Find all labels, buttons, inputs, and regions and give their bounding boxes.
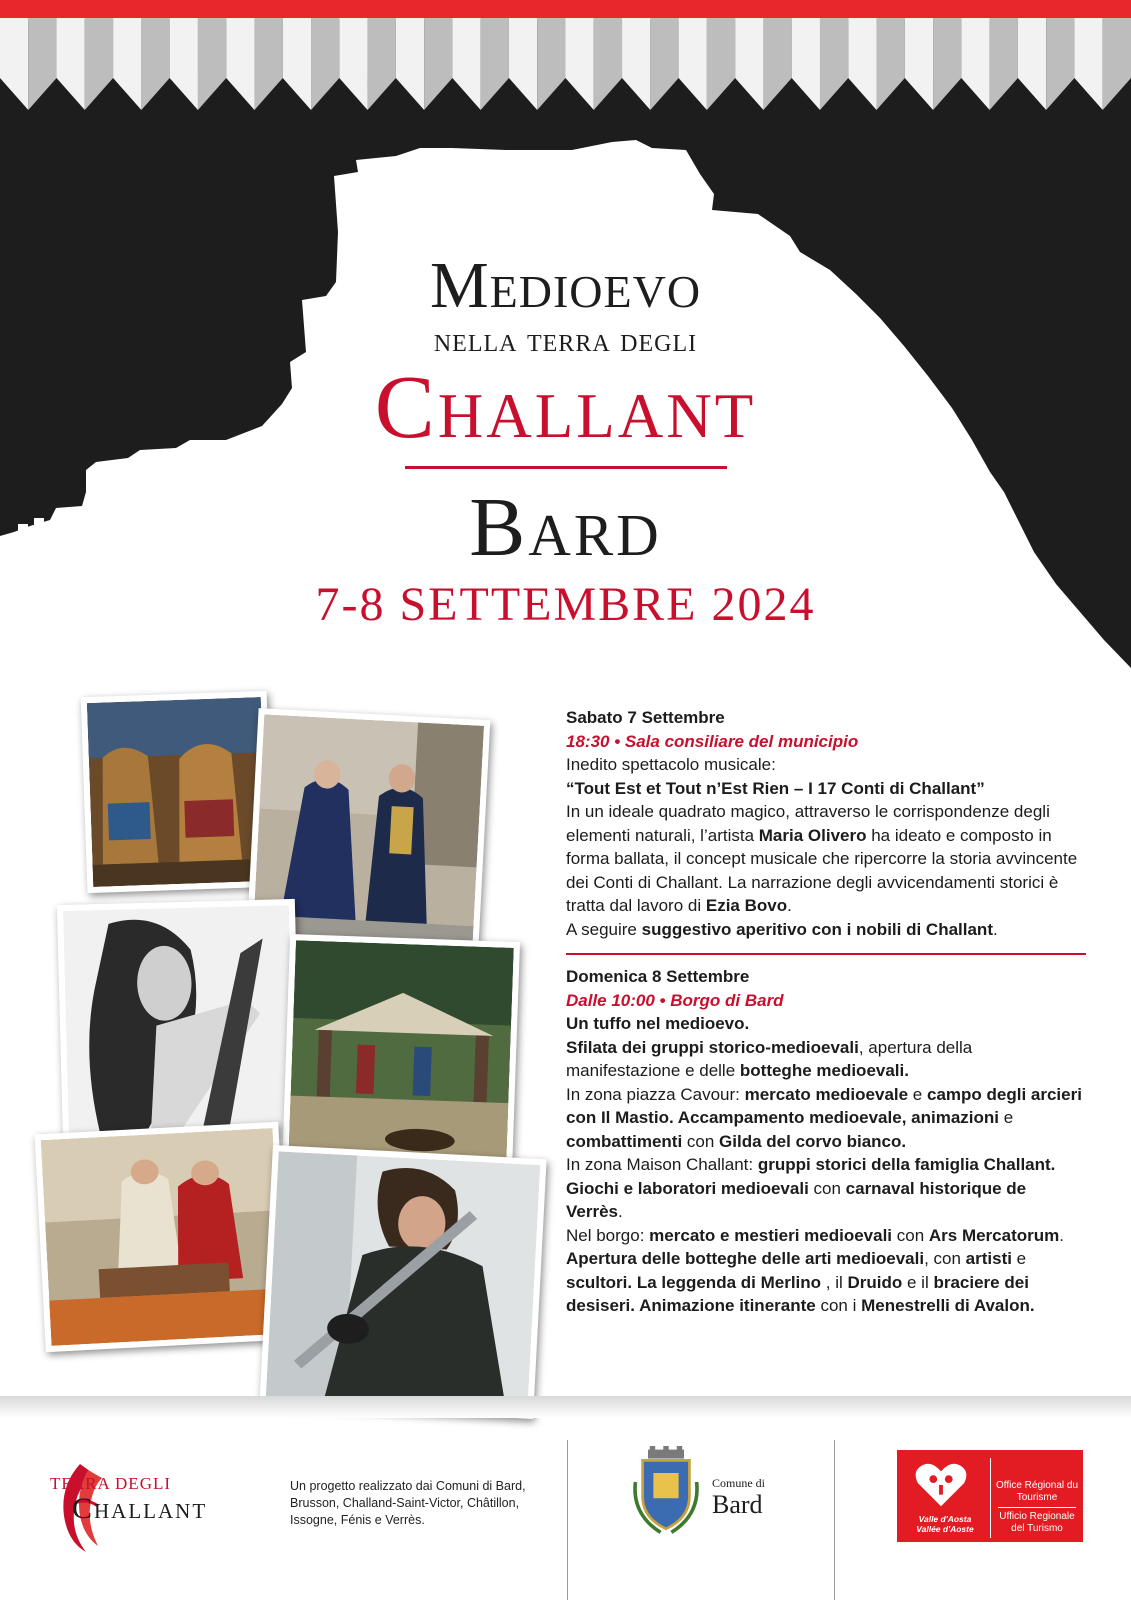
logo-challant: Challant — [72, 1492, 208, 1525]
section-divider — [566, 953, 1086, 955]
photo-artisans — [34, 1122, 289, 1352]
comune-label: Comune di — [712, 1476, 765, 1490]
title-medioevo: Medioevo — [429, 249, 702, 322]
office-label: Office Régional du Tourisme Ufficio Regionale del Turismo — [995, 1480, 1079, 1534]
sunday-borgo: Nel borgo: mercato e mestieri medioevali con Ars Mercatorum. Apertura delle botteghe delle arti medioevali, con artisti e scultori. La leggenda di Merlino , il Druido e il braciere dei desiseri. Animazione itinerante con i Menestrelli di Avalon. — [566, 1225, 1064, 1315]
vda-label: Valle d'Aosta Vallée d'Aoste — [916, 1514, 974, 1534]
saturday-description: In un ideale quadrato magico, attraverso le corrispondenze degli elementi naturali, l’artista Maria Olivero ha ideato e composto in forma ballata, il concept musicale che ripercorre la storia avvincente dei Conti di Challant. La narrazione degli avvicendamenti storici è tratta dal lavoro di Ezia Bovo. — [566, 802, 1078, 915]
photo-encampment — [282, 934, 520, 1176]
sunday-maison-challant: In zona Maison Challant: gruppi storici della famiglia Challant. Giochi e laboratori medioevali con carnaval historique de Verrès. — [566, 1155, 1056, 1221]
footer-separator — [834, 1440, 835, 1600]
title-nella-terra: nella terra degli — [433, 322, 698, 359]
artist-name: Maria Olivero — [758, 825, 867, 845]
heart-icon — [912, 1458, 970, 1510]
logo-terra-degli: TERRA DEGLI — [50, 1474, 172, 1493]
office-divider — [990, 1458, 991, 1538]
title-challant: Challant — [374, 358, 757, 457]
footer-shadow — [0, 1396, 1131, 1418]
saturday-show-title: “Tout Est et Tout n’Est Rien – I 17 Conti di Challant” — [566, 778, 985, 798]
event-dates: 7-8 SETTEMBRE 2024 — [315, 578, 816, 631]
comune-name: Bard — [712, 1490, 763, 1519]
comune-bard-crest-icon — [630, 1446, 702, 1536]
sunday-heading: Domenica 8 Settembre — [566, 967, 750, 986]
title-block — [0, 250, 1131, 633]
saturday-time-venue: 18:30 • Sala consiliare del municipio — [566, 731, 859, 751]
saturday-heading: Sabato 7 Settembre — [566, 708, 725, 727]
title-divider — [405, 466, 727, 469]
photo-swordsman — [259, 1145, 546, 1419]
project-credits: Un progetto realizzato dai Comuni di Bard, Brusson, Challand-Saint-Victor, Châtillon, Issogne, Fénis e Verrès. — [290, 1479, 526, 1527]
saturday-section — [566, 706, 1086, 941]
sunday-parade: Sfilata dei gruppi storico-medioevali, apertura della manifestazione e delle botteghe medioevali. — [566, 1037, 973, 1080]
photo-wooden-figures — [81, 691, 274, 893]
sunday-piazza-cavour: In zona piazza Cavour: mercato medioevale e campo degli arcieri con Il Mastio. Accampamento medioevale, animazioni e combattimenti con Gilda del corvo bianco. — [566, 1084, 1082, 1151]
saturday-intro: Inedito spettacolo musicale: — [566, 755, 776, 774]
saturday-follow-up: A seguire suggestivo aperitivo con i nobili di Challant. — [566, 919, 998, 939]
sunday-time-venue: Dalle 10:00 • Borgo di Bard — [566, 990, 784, 1010]
author-name: Ezia Bovo — [705, 896, 788, 915]
sunday-section — [566, 965, 1086, 1318]
footer-separator — [567, 1440, 568, 1600]
event-program — [566, 706, 1086, 1318]
title-bard: Bard — [469, 481, 662, 574]
sunday-headline: Un tuffo nel medioevo. — [566, 1014, 750, 1033]
photo-fiddle-player — [57, 899, 301, 1151]
